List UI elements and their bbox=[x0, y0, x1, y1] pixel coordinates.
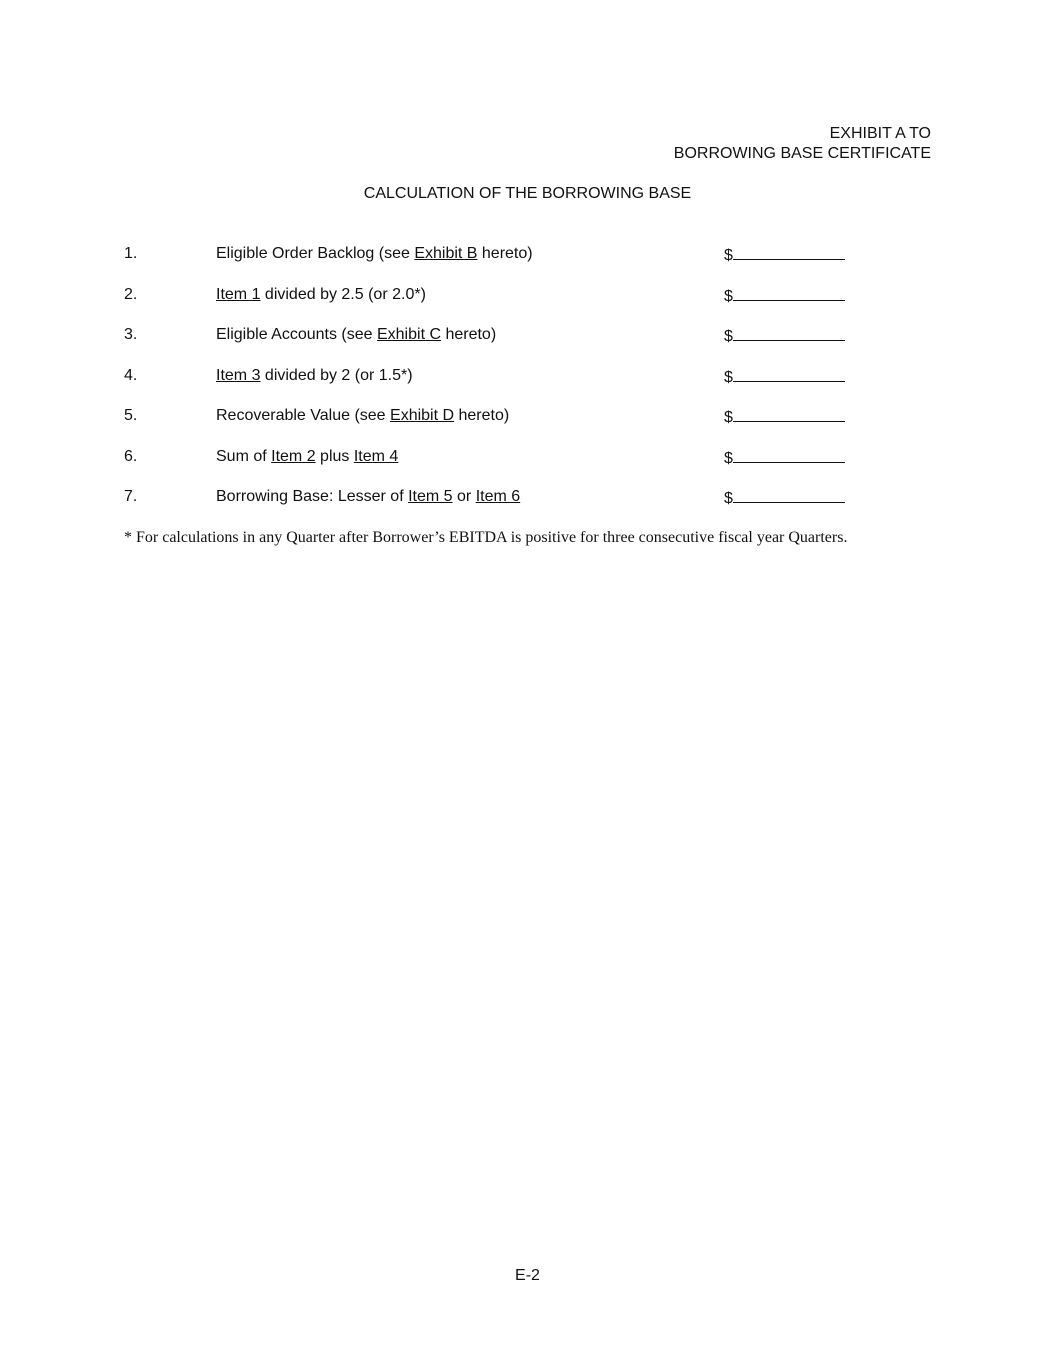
item-number: 2. bbox=[124, 285, 138, 303]
calculation-item-row bbox=[124, 244, 884, 285]
calculation-item-row bbox=[124, 406, 884, 447]
item-reference: Exhibit D bbox=[390, 407, 455, 424]
item-text: hereto) bbox=[454, 407, 510, 424]
item-description bbox=[216, 487, 520, 507]
currency-symbol: $ bbox=[724, 328, 733, 345]
item-number: 3. bbox=[124, 326, 138, 343]
item-text: plus bbox=[315, 447, 354, 465]
item-text: Eligible Accounts (see bbox=[216, 326, 377, 343]
currency-symbol: $ bbox=[724, 287, 733, 305]
amount-blank-line bbox=[733, 325, 845, 341]
document-title: CALCULATION OF THE BORROWING BASE bbox=[363, 185, 692, 202]
calculation-item-row bbox=[124, 447, 884, 488]
amount-field bbox=[724, 406, 845, 428]
amount-blank-line bbox=[733, 244, 845, 260]
amount-field bbox=[724, 325, 845, 347]
amount-blank-line bbox=[733, 366, 845, 382]
calculation-item-row bbox=[124, 366, 884, 407]
item-text: Sum of bbox=[216, 447, 272, 465]
currency-symbol: $ bbox=[724, 449, 733, 467]
page-number: E-2 bbox=[515, 1267, 540, 1284]
item-text: divided by 2.5 (or 2.0*) bbox=[260, 285, 426, 303]
amount-blank-line bbox=[733, 406, 845, 422]
currency-symbol: $ bbox=[724, 368, 733, 386]
currency-symbol: $ bbox=[724, 490, 733, 507]
item-number: 1. bbox=[124, 245, 138, 262]
document-title-wrapper bbox=[0, 185, 1055, 203]
item-reference: Item 5 bbox=[408, 488, 453, 505]
item-description bbox=[216, 366, 413, 386]
amount-field bbox=[724, 487, 845, 509]
item-text: Borrowing Base: Lesser of bbox=[216, 488, 409, 505]
amount-field bbox=[724, 285, 845, 307]
item-reference: Item 3 bbox=[216, 366, 261, 384]
item-text: hereto) bbox=[441, 326, 497, 343]
item-description bbox=[216, 285, 426, 305]
currency-symbol: $ bbox=[724, 409, 733, 426]
item-reference: Item 6 bbox=[475, 488, 521, 505]
amount-field bbox=[724, 447, 845, 469]
item-description bbox=[216, 406, 509, 426]
item-reference: Item 2 bbox=[271, 447, 316, 465]
item-number: 5. bbox=[124, 407, 138, 424]
calculation-item-row bbox=[124, 325, 884, 366]
item-number: 6. bbox=[124, 447, 138, 465]
item-text: Recoverable Value (see bbox=[216, 407, 391, 424]
amount-blank-line bbox=[733, 447, 845, 463]
item-description bbox=[216, 447, 398, 467]
exhibit-header-line-1: EXHIBIT A TO bbox=[829, 125, 931, 142]
item-reference: Item 1 bbox=[216, 285, 261, 303]
calculation-items-list bbox=[124, 244, 884, 528]
amount-blank-line bbox=[733, 285, 845, 301]
item-reference: Item 4 bbox=[353, 447, 399, 465]
item-number: 7. bbox=[124, 488, 138, 505]
item-number: 4. bbox=[124, 366, 138, 384]
amount-blank-line bbox=[733, 487, 845, 503]
calculation-item-row bbox=[124, 487, 884, 528]
item-text: divided by 2 (or 1.5*) bbox=[260, 366, 413, 384]
item-description bbox=[216, 325, 496, 345]
amount-field bbox=[724, 366, 845, 388]
item-description bbox=[216, 244, 533, 264]
item-text: Eligible Order Backlog (see bbox=[216, 245, 415, 262]
exhibit-header-line-2: BORROWING BASE CERTIFICATE bbox=[673, 145, 931, 162]
footnote: * For calculations in any Quarter after Borrower’s EBITDA is positive for three consecutive fiscal year Quarters. bbox=[124, 529, 848, 546]
calculation-item-row bbox=[124, 285, 884, 326]
currency-symbol: $ bbox=[724, 247, 733, 264]
amount-field bbox=[724, 244, 845, 266]
item-text: or bbox=[452, 488, 476, 505]
item-reference: Exhibit B bbox=[414, 245, 478, 262]
exhibit-header bbox=[674, 124, 931, 164]
item-text: hereto) bbox=[477, 245, 533, 262]
item-reference: Exhibit C bbox=[376, 326, 442, 343]
